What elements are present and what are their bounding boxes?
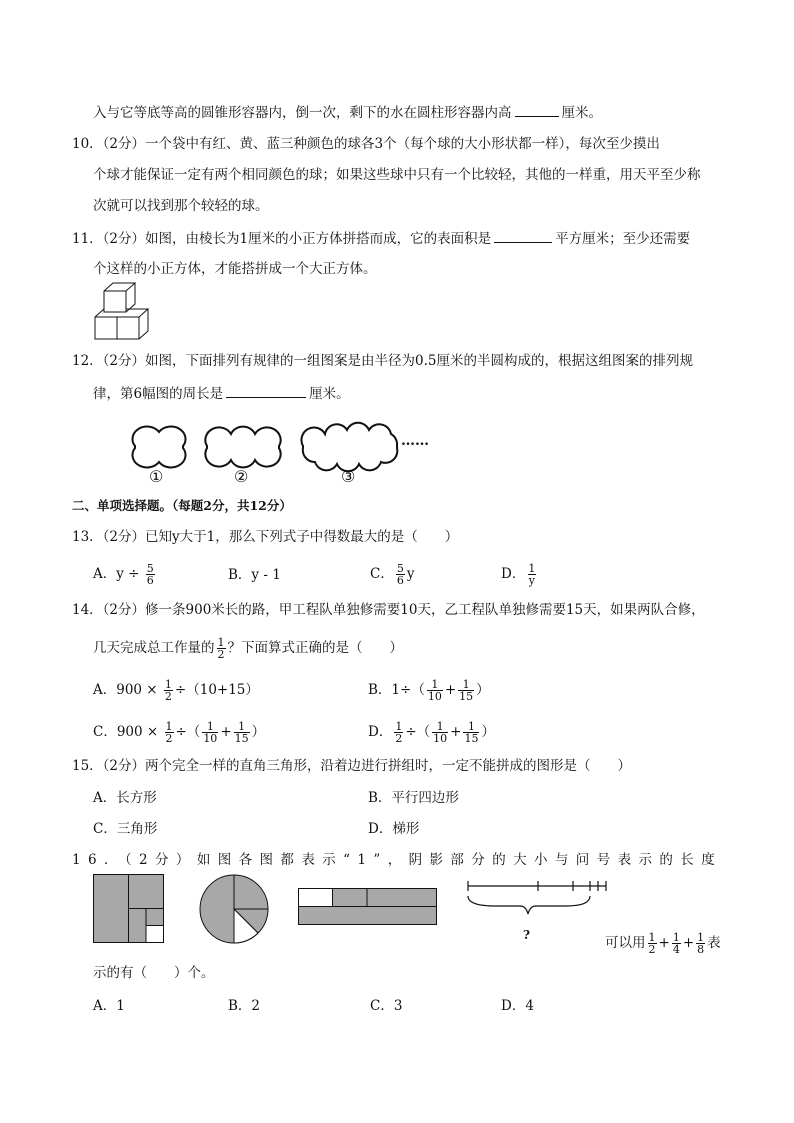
q13-option-b[interactable]: B．y - 1: [228, 567, 281, 583]
square-shading-figure: [93, 874, 165, 944]
q14-d-post: ）: [481, 724, 495, 740]
q14-line2: [93, 637, 403, 660]
q16-option-a[interactable]: A．1: [93, 998, 125, 1014]
q13-a-pre: A．y ÷: [93, 566, 140, 582]
q15-option-a[interactable]: A．长方形: [93, 790, 157, 806]
q16-tail: [605, 932, 721, 955]
q12-line1: 12．（2分）如图，下面排列有规律的一组图案是由半径为0.5厘米的半圆构成的，根据这组图案的排列规: [72, 353, 693, 369]
q13-d-frac: $\frac{1}{y}$: [528, 562, 536, 587]
q16-question-mark: ?: [523, 928, 531, 942]
q16-stem: 16．（2分）如图各图都表示“1”，阴影部分的大小与问号表示的长度: [72, 852, 723, 868]
q14-c-plus: +: [220, 724, 232, 740]
cloud-2: [205, 427, 280, 468]
pattern-label-3: ③: [341, 467, 356, 486]
q14-line1: 14．（2分）修一条900米长的路，甲工程队单独修需要10天，乙工程队单独修需要15天，如果两队合修，: [72, 602, 705, 618]
q14-option-c[interactable]: [93, 721, 265, 744]
q13-c-pre: C．: [370, 566, 394, 582]
q14-d-pre: D．: [368, 724, 393, 740]
q13-d-pre: D．: [501, 566, 526, 582]
q14-c-half: $\frac{1}{2}$: [165, 720, 173, 745]
q16-option-c[interactable]: C．3: [370, 998, 403, 1014]
q13-option-a[interactable]: [93, 563, 157, 586]
q15-option-c[interactable]: C．三角形: [93, 821, 158, 837]
q9-text-a: 入与它等底等高的圆锥形容器内，倒一次，剩下的水在圆柱形容器内高: [93, 105, 512, 121]
q16-plus-2: +: [682, 935, 695, 951]
q15-option-d[interactable]: D．梯形: [368, 821, 420, 837]
q14-text-b: ？下面算式正确的是（ ）: [227, 640, 403, 656]
q10-line2: 个球才能保证一定有两个相同颜色的球；如果这些球中只有一个比较轻，其他的一样重，用天平至少称: [93, 167, 701, 183]
q16-option-b[interactable]: B．2: [228, 998, 261, 1014]
q14-c-mid: ÷（: [175, 724, 201, 740]
q13-option-c[interactable]: [370, 563, 414, 586]
q16-plus-1: +: [658, 935, 670, 951]
q14-a-mid: ÷（10+15）: [174, 682, 259, 698]
cloud-1: [132, 427, 185, 468]
q10-line1: 10．（2分）一个袋中有红、黄、蓝三种颜色的球各3个（每个球的大小形状都一样），每次至少摸出: [72, 136, 660, 152]
segment-brace-figure: [466, 880, 610, 930]
q11-answer-blank[interactable]: [494, 229, 552, 243]
q14-b-pre: B．1÷（: [368, 682, 425, 698]
q16-line2: 示的有（ ）个。: [93, 965, 215, 981]
q14-c-frac15: $\frac{1}{15}$: [234, 720, 249, 745]
circle-shading-figure: [199, 874, 271, 946]
section2-title: 二、单项选择题。（每题2分，共12分）: [72, 498, 292, 513]
cloud-3: [301, 423, 397, 471]
q14-d-plus: +: [450, 724, 462, 740]
q15-option-b[interactable]: B．平行四边形: [368, 790, 459, 806]
q13-option-d[interactable]: [501, 563, 538, 586]
q14-text-a: 几天完成总工作量的: [93, 640, 215, 656]
q14-a-frac: $\frac{1}{2}$: [164, 678, 172, 703]
q14-half-frac: $\frac{1}{2}$: [217, 636, 225, 661]
q11-text-b: 平方厘米；至少还需要: [555, 231, 691, 247]
q13-c-post: y: [406, 566, 415, 582]
q13-a-frac: $\frac{5}{6}$: [146, 562, 154, 587]
q14-d-frac10: $\frac{1}{10}$: [433, 720, 448, 745]
q14-b-frac10: $\frac{1}{10}$: [427, 678, 442, 703]
q14-a-pre: A．900 ×: [93, 682, 158, 698]
q14-b-post: ）: [476, 682, 490, 698]
q16-tail-a: 可以用: [605, 935, 646, 951]
q12-answer-blank[interactable]: [226, 384, 306, 398]
q10-line3: 次就可以找到那个较轻的球。: [93, 198, 269, 214]
q11-line1: [72, 229, 690, 248]
q14-option-d[interactable]: [368, 721, 495, 744]
q11-line2: 个这样的小正方体，才能搭拼成一个大正方体。: [93, 261, 377, 277]
q14-d-mid: ÷（: [405, 724, 431, 740]
q9-text-b: 厘米。: [561, 105, 602, 121]
q15-stem: 15．（2分）两个完全一样的直角三角形，沿着边进行拼组时，一定不能拼成的图形是（ ）: [72, 758, 632, 774]
bar-shading-figure: [298, 888, 440, 928]
q14-d-frac15: $\frac{1}{15}$: [464, 720, 479, 745]
semicircle-pattern-figure: [125, 418, 425, 488]
q14-b-frac15: $\frac{1}{15}$: [459, 678, 474, 703]
pattern-label-2: ②: [234, 467, 249, 486]
q14-c-pre: C．900 ×: [93, 724, 159, 740]
q16-frac-half: $\frac{1}{2}$: [648, 931, 656, 956]
cube-stack-figure: [92, 283, 162, 343]
pattern-label-1: ①: [149, 467, 164, 486]
q9-answer-blank[interactable]: [515, 103, 559, 117]
q16-frac-quarter: $\frac{1}{4}$: [672, 931, 680, 956]
pattern-ellipsis: ……: [401, 433, 429, 449]
q13-stem: 13．（2分）已知y大于1，那么下列式子中得数最大的是（ ）: [72, 529, 459, 545]
q14-c-post: ）: [251, 724, 266, 740]
q12-text-b: 厘米。: [309, 386, 350, 402]
q9-tail-line: [93, 103, 602, 122]
q14-option-a[interactable]: [93, 679, 259, 702]
q16-tail-b: 表: [707, 935, 721, 951]
q14-d-half: $\frac{1}{2}$: [395, 720, 403, 745]
q12-line2: [93, 384, 350, 403]
q16-frac-eighth: $\frac{1}{8}$: [697, 931, 705, 956]
q12-text-a: 律，第6幅图的周长是: [93, 386, 224, 402]
q16-option-d[interactable]: D．4: [501, 998, 534, 1014]
q14-b-plus: +: [444, 682, 457, 698]
q14-option-b[interactable]: [368, 679, 490, 702]
q11-text-a: 11．（2分）如图，由棱长为1厘米的小正方体拼搭而成，它的表面积是: [72, 231, 492, 247]
q14-c-frac10: $\frac{1}{10}$: [203, 720, 218, 745]
q13-c-frac: $\frac{5}{6}$: [396, 562, 404, 587]
